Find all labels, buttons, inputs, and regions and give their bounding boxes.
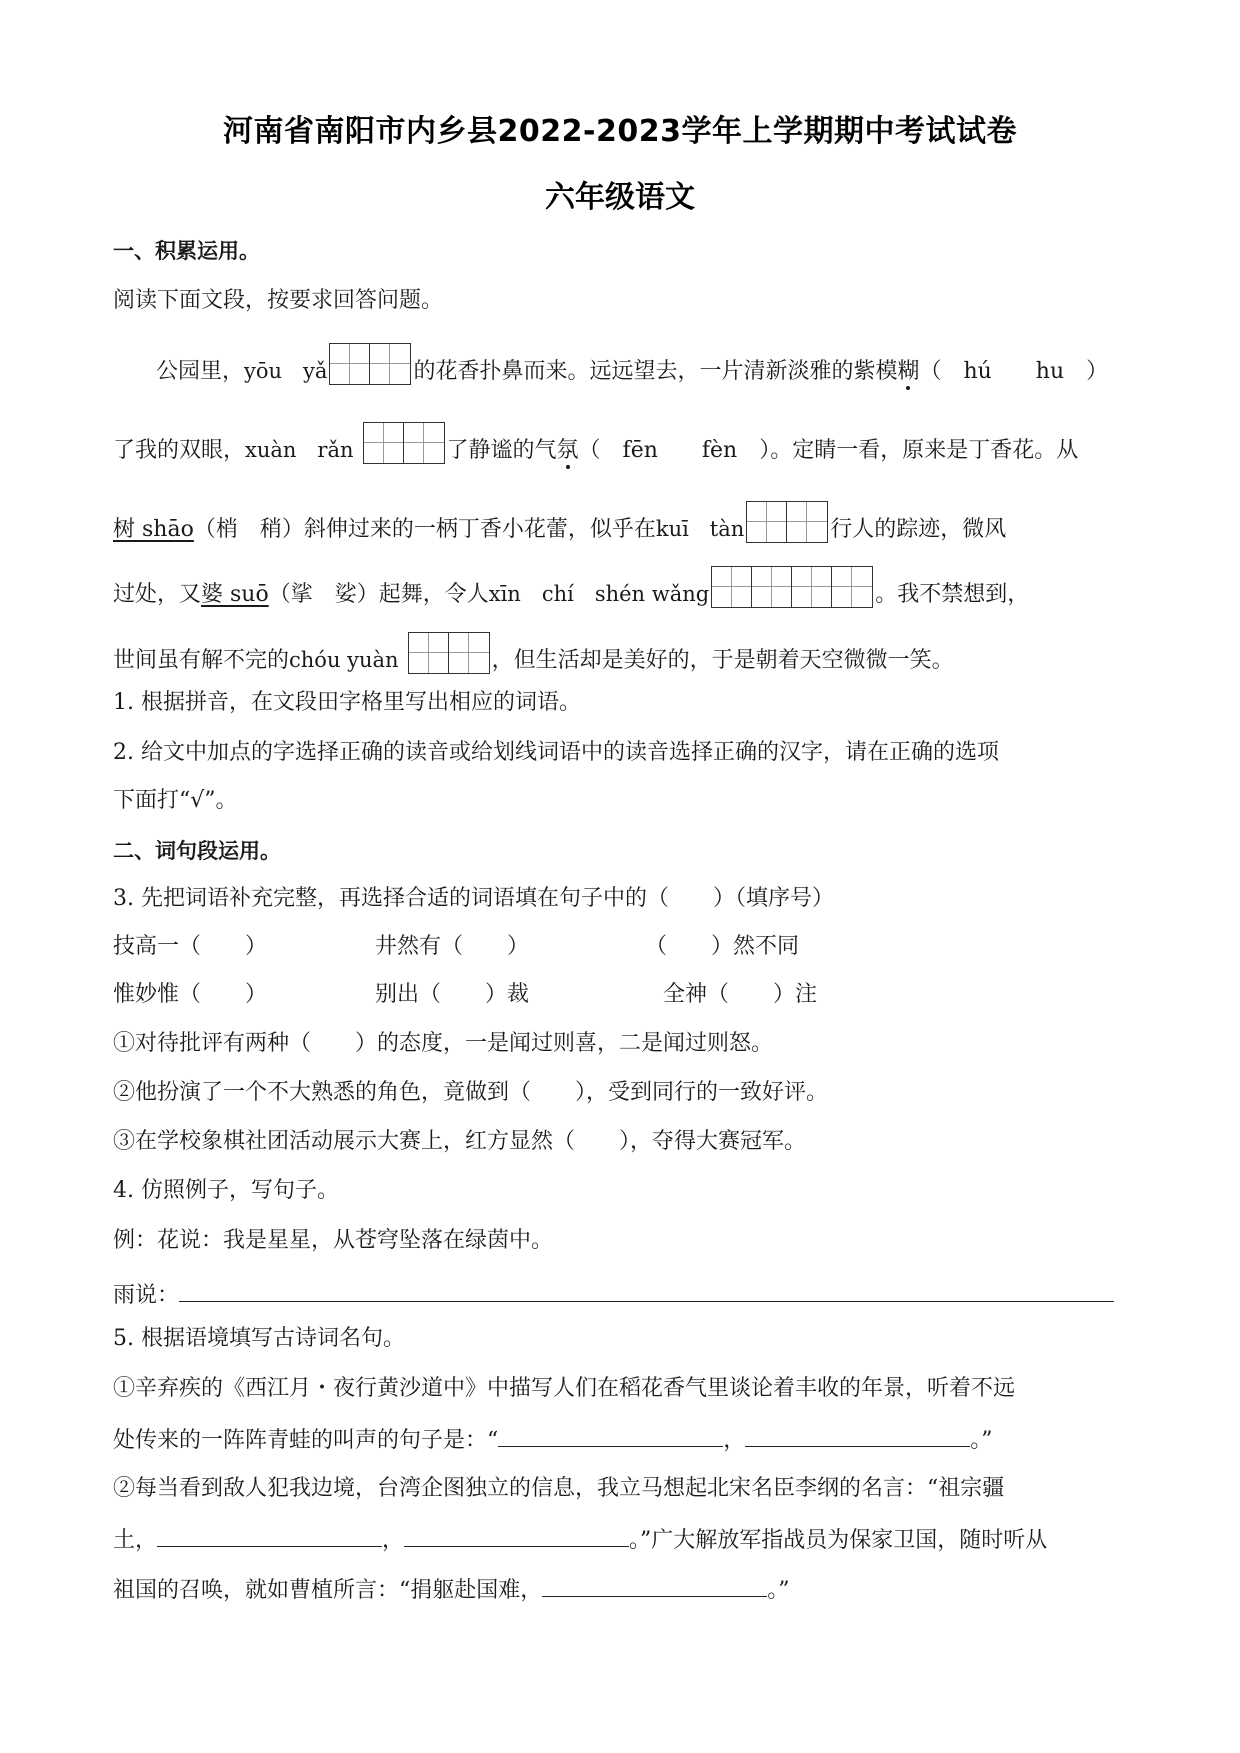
poem-q2-line-1: ②每当看到敌人犯我边境，台湾企图独立的信息，我立马想起北宋名臣李纲的名言：“祖宗疆 — [113, 1476, 1005, 1501]
idiom-row-1 — [113, 932, 799, 962]
exam-subtitle: 六年级语文 — [545, 180, 695, 215]
underlined-word: 婆 suō — [201, 582, 269, 607]
passage-line-5: 世间虽有解不完的chóu yuàn ，但生活却是美好的，于是朝着天空微微一笑。 — [113, 640, 954, 682]
passage-line-2: 了我的双眼，xuàn rǎn 了静谧的气氛（ fēn fèn ）。定睛一看，原来是丁香花。从 — [113, 430, 1078, 472]
answer-blank[interactable] — [404, 1524, 629, 1547]
example-sentence: 例：花说：我是星星，从苍穹坠落在绿茵中。 — [113, 1228, 554, 1253]
passage-line-1: 公园里，yōu yǎ 的花香扑鼻而来。远远望去，一片清新淡雅的紫模糊（ hú hu ） — [156, 351, 1108, 393]
answer-blank[interactable] — [498, 1424, 723, 1447]
dotted-char: 糊 — [897, 359, 920, 384]
section-1-heading: 一、积累运用。 — [113, 239, 260, 263]
idiom-item[interactable]: 全神（ ）注 — [663, 982, 818, 1007]
pinyin-kuitan: kuī tàn — [655, 517, 745, 541]
tianzige-2[interactable] — [363, 422, 445, 464]
passage-line-4: 过处，又婆 suō（挲 娑）起舞，令人xīn chí shén wǎng 。我不禁想到， — [113, 574, 1029, 616]
poem-q1-line-1: ①辛弃疾的《西江月・夜行黄沙道中》中描写人们在稻花香气里谈论着丰收的年景，听着不远 — [113, 1376, 1016, 1401]
passage-line-3: 树 shāo（梢 稍）斜伸过来的一柄丁香小花蕾，似乎在kuī tàn 行人的踪迹，微风 — [113, 509, 1006, 551]
sentence-2: ②他扮演了一个不大熟悉的角色，竟做到（ ），受到同行的一致好评。 — [113, 1080, 829, 1105]
question-2: 2. 给文中加点的字选择正确的读音或给划线词语中的读音选择正确的汉字，请在正确的选项 — [113, 740, 999, 765]
poem-q2-line-3: 祖国的召唤，就如曹植所言：“捐躯赴国难， 。” — [113, 1574, 790, 1606]
tianzige-4[interactable] — [711, 566, 873, 608]
question-1: 1. 根据拼音，在文段田字格里写出相应的词语。 — [113, 690, 581, 715]
pinyin-xinchishenwang: xīn chí shén wǎng — [488, 582, 710, 606]
section-2-heading: 二、词句段运用。 — [113, 839, 281, 863]
idiom-item[interactable]: 技高一（ ） — [113, 934, 268, 959]
sentence-1: ①对待批评有两种（ ）的态度，一是闻过则喜，二是闻过则怒。 — [113, 1031, 774, 1056]
question-5: 5. 根据语境填写古诗词名句。 — [113, 1326, 405, 1351]
pinyin-xuanran: xuàn rǎn — [245, 438, 354, 462]
answer-blank[interactable] — [179, 1275, 1114, 1302]
underlined-word: 树 shāo — [113, 517, 194, 542]
question-3: 3. 先把词语补充完整，再选择合适的词语填在句子中的（ ）（填序号） — [113, 886, 834, 911]
answer-blank[interactable] — [542, 1574, 767, 1597]
answer-blank[interactable] — [157, 1524, 382, 1547]
idiom-item[interactable]: 井然有（ ） — [375, 934, 530, 959]
question-4: 4. 仿照例子，写句子。 — [113, 1178, 339, 1203]
question-2-cont: 下面打“√”。 — [113, 788, 238, 813]
idiom-item[interactable]: 别出（ ）裁 — [375, 982, 530, 1007]
section-1-intro: 阅读下面文段，按要求回答问题。 — [113, 288, 444, 313]
exam-title: 河南省南阳市内乡县2022-2023学年上学期期中考试试卷 — [223, 114, 1017, 149]
sentence-3: ③在学校象棋社团活动展示大赛上，红方显然（ ），夺得大赛冠军。 — [113, 1129, 807, 1154]
poem-q1-line-2: 处传来的一阵阵青蛙的叫声的句子是：“ ， 。” — [113, 1424, 993, 1456]
pinyin-youya: yōu yǎ — [244, 359, 328, 383]
idiom-item[interactable]: （ ）然不同 — [645, 934, 800, 959]
idiom-row-2 — [113, 980, 817, 1010]
poem-q2-line-2: 土， ， 。”广大解放军指战员为保家卫国，随时听从 — [113, 1524, 1047, 1556]
tianzige-2[interactable] — [746, 501, 828, 543]
tianzige-2[interactable] — [408, 632, 490, 674]
pinyin-chouyuan: chóu yuàn — [289, 648, 399, 672]
rain-answer-line: 雨说： — [113, 1275, 1114, 1311]
dotted-char: 氛 — [556, 438, 579, 463]
tianzige-2[interactable] — [329, 343, 411, 385]
idiom-item[interactable]: 惟妙惟（ ） — [113, 982, 268, 1007]
answer-blank[interactable] — [745, 1424, 970, 1447]
